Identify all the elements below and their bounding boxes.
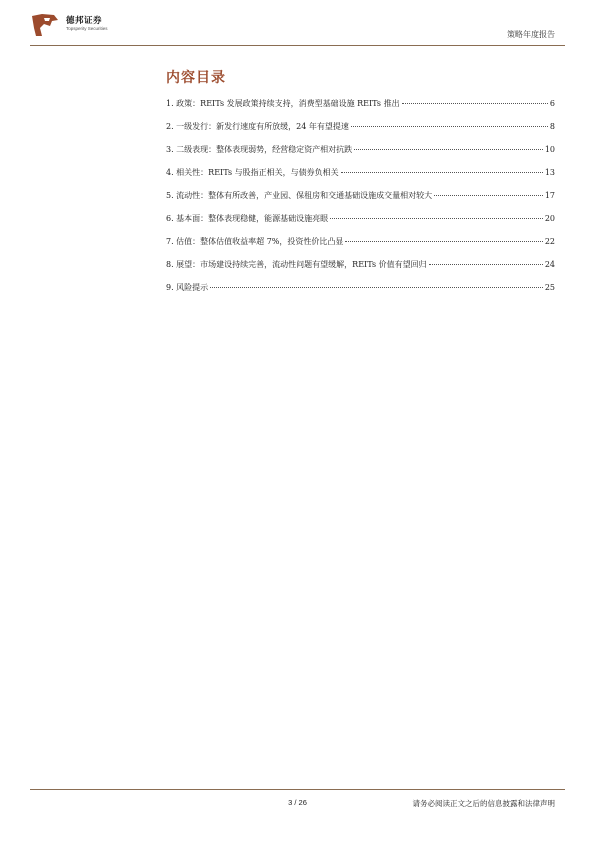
toc-entry-page: 20 [544,214,555,223]
brand-name: 德邦证券 [66,16,103,26]
company-logo [30,12,60,38]
toc-leader-dots [330,218,543,219]
toc-leader-dots [402,103,548,104]
report-type: 策略年度报告 [507,30,555,39]
footer-divider [30,789,565,790]
toc-leader-dots [345,241,542,242]
page-header [0,0,595,48]
toc-entry[interactable] [166,236,555,259]
toc-leader-dots [354,149,543,150]
toc-entry-text: 8. 展望：市场建设持续完善，流动性问题有望缓解，REITs 价值有望回归 [166,260,427,269]
toc-entry-page: 13 [544,168,555,177]
toc-entry[interactable] [166,167,555,190]
toc-entry-text: 7. 估值：整体估值收益率超 7%，投资性价比凸显 [166,237,344,246]
toc-entry[interactable] [166,259,555,282]
toc-entry[interactable] [166,98,555,121]
toc-entry-text: 6. 基本面：整体表现稳健，能源基础设施亮眼 [166,214,329,223]
toc-entry-text: 3. 二级表现：整体表现弱势，经营稳定资产相对抗跌 [166,145,353,154]
header-divider [30,45,565,46]
toc-leader-dots [351,126,548,127]
toc-leader-dots [429,264,543,265]
toc-entry-page: 6 [549,99,555,108]
toc-entry-page: 10 [544,145,555,154]
toc-entry[interactable] [166,121,555,144]
toc-entry[interactable] [166,213,555,236]
brand-name-english: Topsperity Securities [66,26,108,31]
toc-entry-page: 24 [544,260,555,269]
toc-entry-text: 2. 一级发行：新发行速度有所放缓，24 年有望提速 [166,122,349,131]
toc-entry-text: 1. 政策：REITs 发展政策持续支持，消费型基础设施 REITs 推出 [166,99,400,108]
toc-leader-dots [341,172,543,173]
toc-entry[interactable] [166,190,555,213]
toc-title: 内容目录 [166,70,226,86]
legal-disclaimer: 请务必阅读正文之后的信息披露和法律声明 [412,799,555,808]
page-number: 3 / 26 [288,798,307,807]
toc-entry[interactable] [166,282,555,305]
toc-entry-text: 5. 流动性：整体有所改善，产业园、保租房和交通基础设施成交量相对较大 [166,191,433,200]
table-of-contents [166,98,555,305]
toc-entry-page: 25 [544,283,555,292]
toc-entry-text: 4. 相关性：REITs 与股指正相关，与债券负相关 [166,168,339,177]
toc-entry-page: 22 [544,237,555,246]
toc-entry-text: 9. 风险提示 [166,283,209,292]
toc-entry[interactable] [166,144,555,167]
toc-leader-dots [210,287,543,288]
toc-entry-page: 8 [549,122,555,131]
toc-leader-dots [434,195,543,196]
toc-entry-page: 17 [544,191,555,200]
